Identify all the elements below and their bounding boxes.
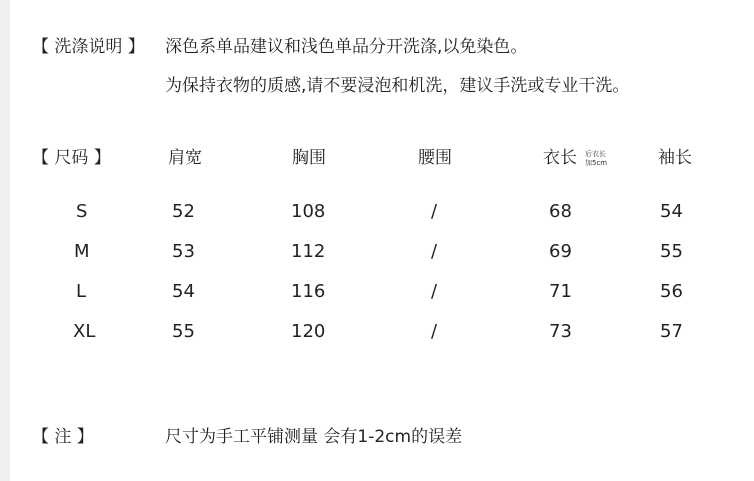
table-cell: 73 bbox=[549, 321, 572, 342]
note-label: 【 注 】 bbox=[32, 427, 94, 447]
length-note-line-2: 加5cm bbox=[585, 159, 608, 167]
table-cell: / bbox=[431, 201, 438, 222]
table-cell: 52 bbox=[172, 201, 195, 222]
header-shoulder: 肩宽 bbox=[168, 148, 202, 168]
table-cell: 54 bbox=[660, 201, 683, 222]
table-cell: / bbox=[431, 241, 438, 262]
length-note-line-1: 后衣长 bbox=[585, 150, 606, 158]
table-cell: 55 bbox=[660, 241, 683, 262]
table-cell: 108 bbox=[291, 201, 326, 222]
table-cell: 116 bbox=[291, 281, 326, 302]
table-cell: 112 bbox=[291, 241, 326, 262]
note-text: 尺寸为手工平铺测量 会有1-2cm的误差 bbox=[165, 427, 463, 447]
care-line-2: 为保持衣物的质感,请不要浸泡和机洗，建议手洗或专业干洗。 bbox=[165, 76, 630, 96]
size-cell: L bbox=[76, 281, 87, 302]
table-cell: 56 bbox=[660, 281, 683, 302]
header-chest: 胸围 bbox=[292, 148, 326, 168]
table-cell: 69 bbox=[549, 241, 572, 262]
header-length: 衣长 bbox=[543, 148, 577, 168]
size-cell: M bbox=[74, 241, 90, 262]
care-line-1: 深色系单品建议和浅色单品分开洗涤,以免染色。 bbox=[165, 37, 528, 57]
table-cell: 54 bbox=[172, 281, 195, 302]
table-cell: 53 bbox=[172, 241, 195, 262]
table-cell: 120 bbox=[291, 321, 326, 342]
table-cell: 57 bbox=[660, 321, 683, 342]
size-cell: S bbox=[76, 201, 88, 222]
size-label: 【 尺码 】 bbox=[32, 148, 111, 168]
table-cell: 68 bbox=[549, 201, 572, 222]
table-cell: 71 bbox=[549, 281, 572, 302]
care-label: 【 洗涤说明 】 bbox=[32, 37, 145, 57]
table-cell: 55 bbox=[172, 321, 195, 342]
left-edge-strip bbox=[0, 0, 10, 481]
table-cell: / bbox=[431, 281, 438, 302]
table-cell: / bbox=[431, 321, 438, 342]
header-sleeve: 袖长 bbox=[658, 148, 692, 168]
size-cell: XL bbox=[73, 321, 96, 342]
header-waist: 腰围 bbox=[418, 148, 452, 168]
